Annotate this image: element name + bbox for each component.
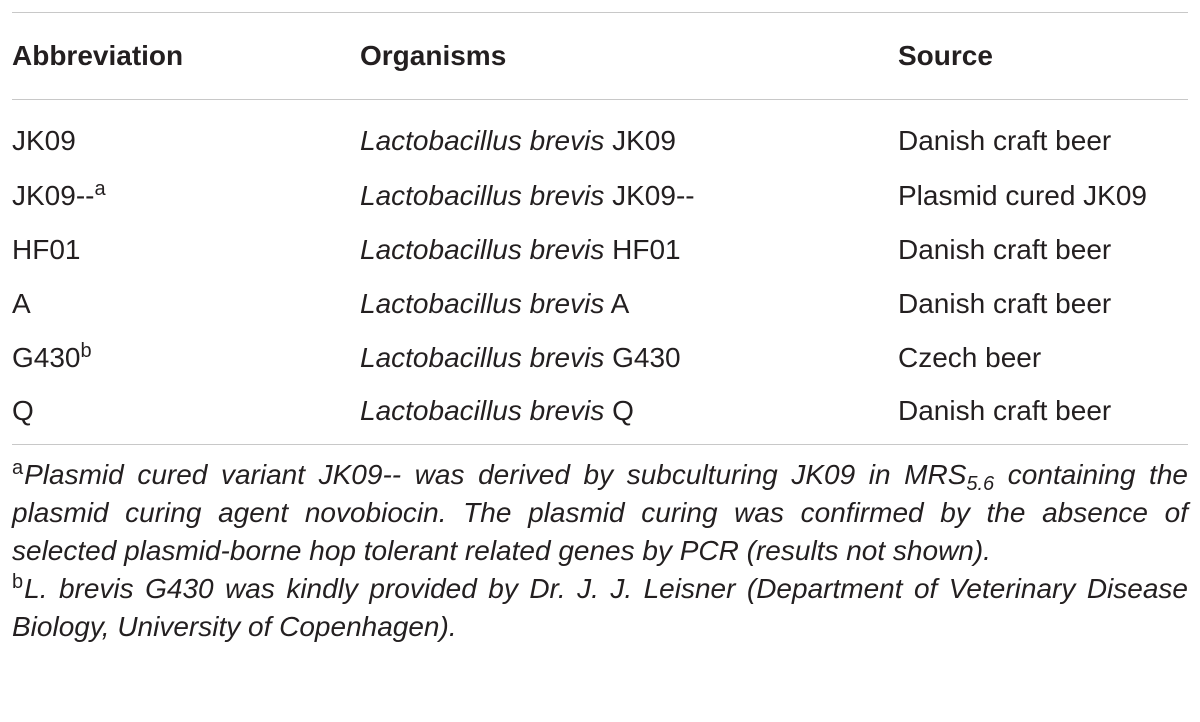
cell-organism: Lactobacillus brevis JK09 <box>360 125 676 156</box>
bottom-rule <box>12 444 1188 445</box>
footnote-b-text: L. brevis G430 was kindly provided by Dr. J. J. Leisner (Department of Veterinary Disease Biology, University of Copenhagen). <box>12 573 1188 642</box>
cell-source: Plasmid cured JK09 <box>898 180 1148 211</box>
cell-abbreviation: A <box>12 288 31 319</box>
footnote-b <box>12 570 1188 646</box>
footnote-a-mark: a <box>12 457 24 479</box>
table-row <box>12 169 1188 223</box>
strains-table <box>12 13 1188 437</box>
table-row <box>12 277 1188 331</box>
footnote-a-text: Plasmid cured variant JK09-- was derived by subculturing JK09 in MRS <box>24 459 967 490</box>
cell-source: Danish craft beer <box>898 395 1112 426</box>
cell-abbreviation: Q <box>12 395 34 426</box>
cell-source: Danish craft beer <box>898 288 1112 319</box>
header-organisms: Organisms <box>360 40 507 71</box>
cell-organism: Lactobacillus brevis A <box>360 288 630 319</box>
cell-organism: Lactobacillus brevis HF01 <box>360 234 681 265</box>
cell-abbreviation: JK09--$^a$ <box>12 178 106 211</box>
table-row <box>12 223 1188 277</box>
cell-abbreviation: JK09 <box>12 125 76 156</box>
cell-source: Danish craft beer <box>898 234 1112 265</box>
cell-organism: Lactobacillus brevis G430 <box>360 342 681 373</box>
cell-organism: Lactobacillus brevis JK09-- <box>360 180 695 211</box>
table-row <box>12 331 1188 385</box>
table-row <box>12 99 1188 169</box>
footnote-mark-a: a <box>94 178 106 200</box>
footnote-a-text-cont: containing the plasmid curing agent novobiocin. The plasmid curing was confirmed by the absence of selected plasmid-borne hop tolerant related genes by PCR (results not shown). <box>12 459 1188 566</box>
footnote-a-subscript: 5.6 <box>966 473 995 495</box>
cell-source: Czech beer <box>898 342 1042 373</box>
footnote-mark-b: b <box>80 340 92 362</box>
footnote-b-mark: b <box>12 571 24 593</box>
header-source: Source <box>898 40 993 71</box>
table-row <box>12 385 1188 437</box>
header-abbreviation: Abbreviation <box>12 40 184 71</box>
table-footnotes <box>12 456 1188 646</box>
header-row <box>12 13 1188 99</box>
footnote-a <box>12 456 1188 570</box>
cell-organism: Lactobacillus brevis Q <box>360 395 634 426</box>
cell-abbreviation: HF01 <box>12 234 81 265</box>
cell-abbreviation: G430$^b$ <box>12 340 92 373</box>
cell-source: Danish craft beer <box>898 125 1112 156</box>
